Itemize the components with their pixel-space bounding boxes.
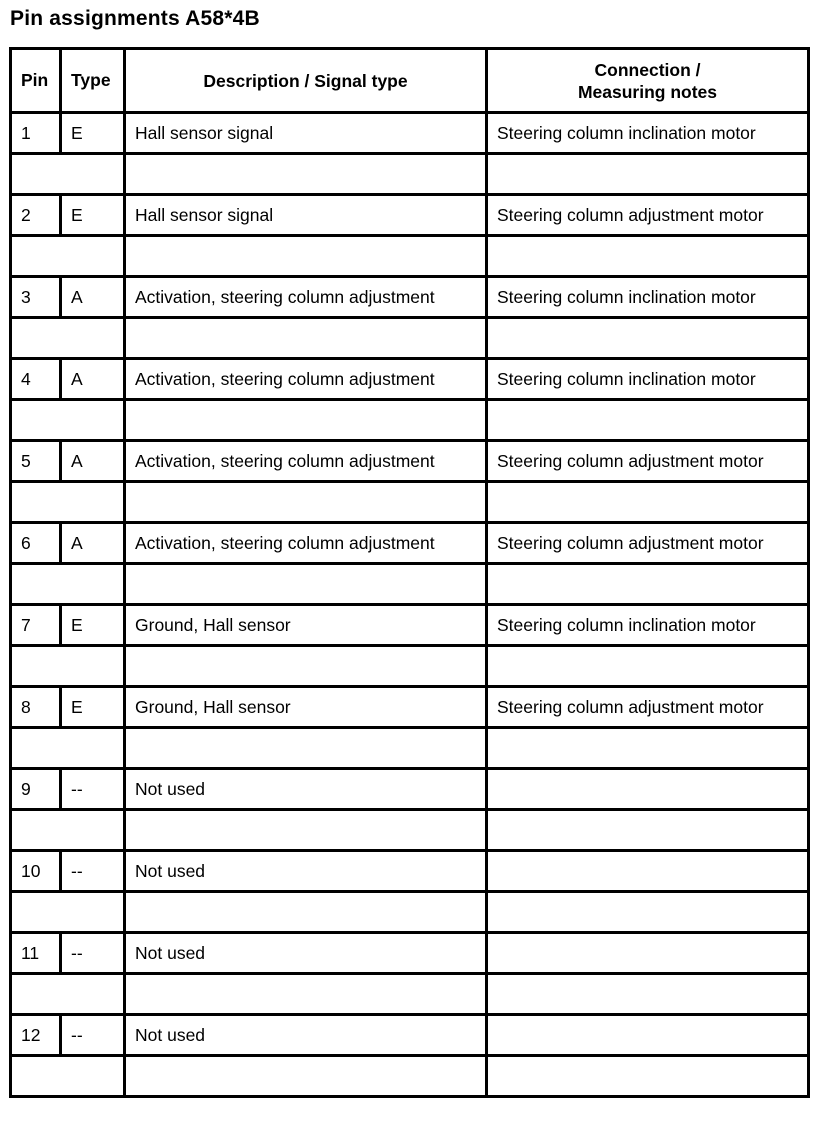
blank-description-cell (125, 154, 487, 195)
connection-cell: Steering column adjustment motor (487, 441, 809, 482)
table-row (11, 851, 809, 892)
blank-row (11, 974, 809, 1015)
pin-cell: 10 (11, 851, 61, 892)
type-cell: A (61, 359, 125, 400)
table-row (11, 523, 809, 564)
pin-cell: 12 (11, 1015, 61, 1056)
blank-connection-cell (487, 974, 809, 1015)
blank-row (11, 564, 809, 605)
blank-description-cell (125, 482, 487, 523)
pin-cell: 9 (11, 769, 61, 810)
type-cell: -- (61, 933, 125, 974)
pin-cell: 1 (11, 113, 61, 154)
pin-cell: 3 (11, 277, 61, 318)
description-cell: Ground, Hall sensor (125, 687, 487, 728)
blank-description-cell (125, 564, 487, 605)
blank-description-cell (125, 236, 487, 277)
description-cell: Activation, steering column adjustment (125, 277, 487, 318)
connection-cell: Steering column inclination motor (487, 277, 809, 318)
description-cell: Not used (125, 1015, 487, 1056)
table-body (11, 113, 809, 1097)
page-title: Pin assignments A58*4B (10, 7, 260, 30)
header-connection (487, 49, 809, 113)
type-cell: A (61, 523, 125, 564)
type-cell: -- (61, 769, 125, 810)
blank-connection-cell (487, 728, 809, 769)
blank-pin-type-cell (11, 400, 125, 441)
description-cell: Hall sensor signal (125, 195, 487, 236)
type-cell: E (61, 113, 125, 154)
blank-row (11, 154, 809, 195)
pin-cell: 2 (11, 195, 61, 236)
description-cell: Activation, steering column adjustment (125, 359, 487, 400)
blank-row (11, 728, 809, 769)
blank-pin-type-cell (11, 810, 125, 851)
type-cell: -- (61, 1015, 125, 1056)
description-cell: Activation, steering column adjustment (125, 441, 487, 482)
blank-pin-type-cell (11, 236, 125, 277)
type-cell: E (61, 605, 125, 646)
table-row (11, 277, 809, 318)
description-cell: Ground, Hall sensor (125, 605, 487, 646)
blank-pin-type-cell (11, 564, 125, 605)
blank-pin-type-cell (11, 728, 125, 769)
blank-pin-type-cell (11, 482, 125, 523)
header-description: Description / Signal type (125, 49, 487, 113)
connection-cell (487, 769, 809, 810)
type-cell: A (61, 277, 125, 318)
connection-cell: Steering column inclination motor (487, 359, 809, 400)
pin-cell: 7 (11, 605, 61, 646)
blank-pin-type-cell (11, 318, 125, 359)
type-cell: -- (61, 851, 125, 892)
blank-connection-cell (487, 154, 809, 195)
description-cell: Not used (125, 769, 487, 810)
blank-pin-type-cell (11, 154, 125, 195)
table-row (11, 687, 809, 728)
table-row (11, 441, 809, 482)
pin-assignment-table (9, 47, 810, 1098)
blank-pin-type-cell (11, 646, 125, 687)
header-type: Type (61, 49, 125, 113)
header-connection-line2: Measuring notes (577, 81, 718, 102)
blank-connection-cell (487, 318, 809, 359)
description-cell: Activation, steering column adjustment (125, 523, 487, 564)
description-cell: Hall sensor signal (125, 113, 487, 154)
blank-description-cell (125, 318, 487, 359)
connection-cell: Steering column inclination motor (487, 113, 809, 154)
blank-description-cell (125, 1056, 487, 1097)
type-cell: E (61, 195, 125, 236)
table-row (11, 113, 809, 154)
blank-connection-cell (487, 646, 809, 687)
blank-connection-cell (487, 482, 809, 523)
blank-description-cell (125, 728, 487, 769)
connection-cell (487, 933, 809, 974)
connection-cell: Steering column adjustment motor (487, 523, 809, 564)
table-row (11, 1015, 809, 1056)
pin-cell: 11 (11, 933, 61, 974)
description-cell: Not used (125, 933, 487, 974)
blank-row (11, 1056, 809, 1097)
connection-cell: Steering column adjustment motor (487, 195, 809, 236)
pin-cell: 4 (11, 359, 61, 400)
blank-row (11, 892, 809, 933)
header-pin: Pin (11, 49, 61, 113)
connection-cell: Steering column adjustment motor (487, 687, 809, 728)
type-cell: A (61, 441, 125, 482)
table-row (11, 195, 809, 236)
blank-pin-type-cell (11, 1056, 125, 1097)
connection-cell: Steering column inclination motor (487, 605, 809, 646)
blank-row (11, 400, 809, 441)
blank-row (11, 482, 809, 523)
pin-cell: 8 (11, 687, 61, 728)
table-row (11, 605, 809, 646)
pin-cell: 6 (11, 523, 61, 564)
blank-description-cell (125, 892, 487, 933)
table-header-row (11, 49, 809, 113)
blank-description-cell (125, 810, 487, 851)
pin-cell: 5 (11, 441, 61, 482)
table-row (11, 769, 809, 810)
blank-description-cell (125, 400, 487, 441)
blank-row (11, 810, 809, 851)
blank-description-cell (125, 646, 487, 687)
blank-row (11, 236, 809, 277)
blank-connection-cell (487, 564, 809, 605)
blank-connection-cell (487, 892, 809, 933)
header-connection-line1: Connection / (594, 59, 701, 80)
blank-row (11, 646, 809, 687)
blank-pin-type-cell (11, 974, 125, 1015)
connection-cell (487, 1015, 809, 1056)
type-cell: E (61, 687, 125, 728)
connection-cell (487, 851, 809, 892)
table-row (11, 359, 809, 400)
blank-connection-cell (487, 236, 809, 277)
blank-description-cell (125, 974, 487, 1015)
blank-connection-cell (487, 810, 809, 851)
description-cell: Not used (125, 851, 487, 892)
table-row (11, 933, 809, 974)
blank-row (11, 318, 809, 359)
blank-pin-type-cell (11, 892, 125, 933)
blank-connection-cell (487, 1056, 809, 1097)
blank-connection-cell (487, 400, 809, 441)
